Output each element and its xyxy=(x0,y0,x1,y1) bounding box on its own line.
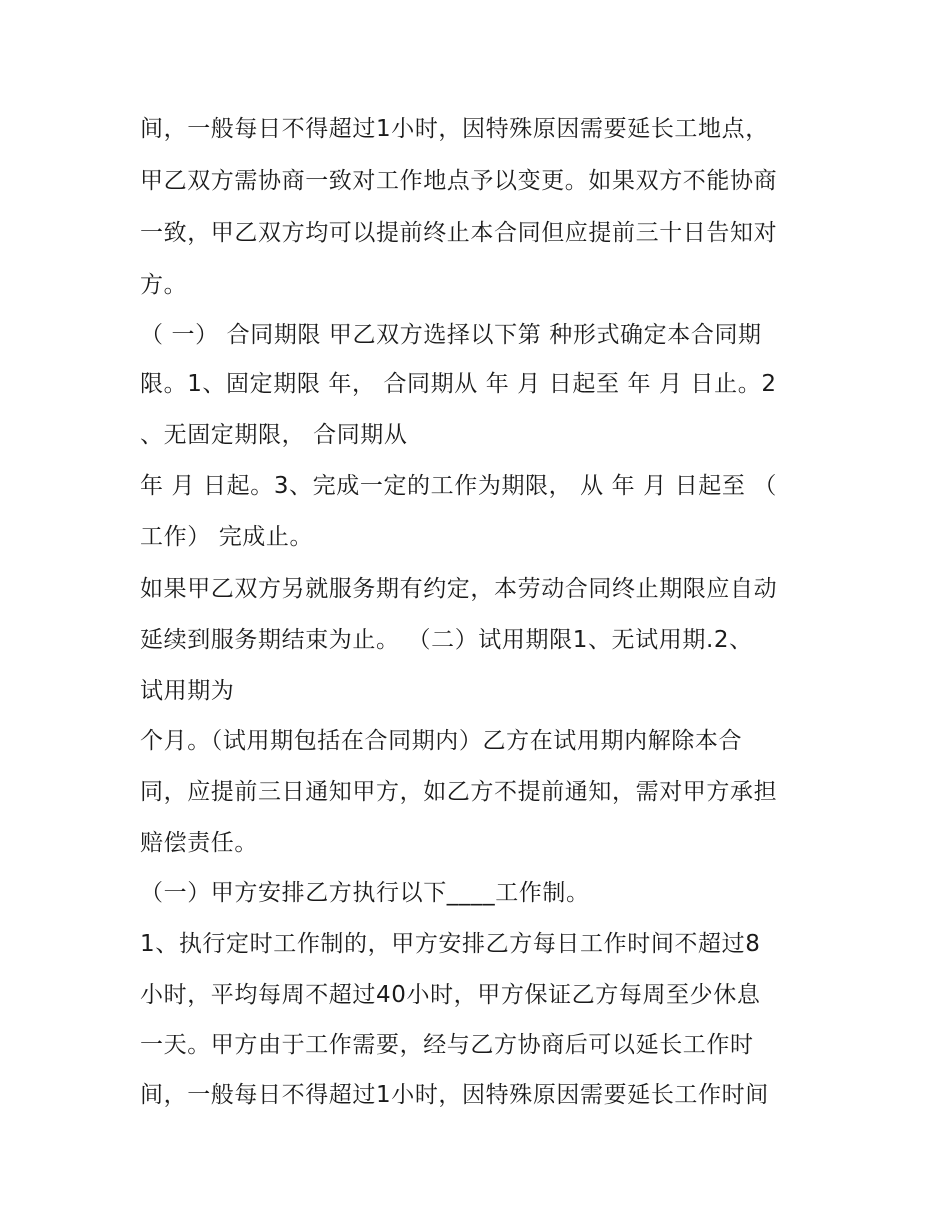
text-line: （ 一） 合同期限 甲乙双方选择以下第 种形式确定本合同期 xyxy=(140,322,762,348)
text-line: 、无固定期限， 合同期从 xyxy=(140,422,408,448)
text-line: 1、执行定时工作制的，甲方安排乙方每日工作时间不超过8 xyxy=(140,931,761,957)
text-line: 方。 xyxy=(140,272,188,298)
text-line: 试用期为 xyxy=(140,678,235,704)
text-line: 甲乙双方需协商一致对工作地点予以变更。如果双方不能协商 xyxy=(140,168,778,194)
text-line: 一致，甲乙双方均可以提前终止本合同但应提前三十日告知对 xyxy=(140,220,778,246)
text-line: 间，一般每日不得超过1小时，因特殊原因需要延长工地点， xyxy=(140,116,769,142)
text-line: 间，一般每日不得超过1小时，因特殊原因需要延长工作时间 xyxy=(140,1082,769,1108)
text-line: 限。1、固定期限 年， 合同期从 年 月 日起至 年 月 日止。2 xyxy=(140,371,777,397)
text-line: 年 月 日起。3、完成一定的工作为期限， 从 年 月 日起至 （ xyxy=(140,473,778,499)
text-line: 小时，平均每周不超过40小时，甲方保证乙方每周至少休息 xyxy=(140,982,761,1008)
text-line: 工作） 完成止。 xyxy=(140,524,314,550)
text-line: 延续到服务期结束为止。 （二）试用期限1、无试用期.2、 xyxy=(140,627,753,653)
text-line: 赔偿责任。 xyxy=(140,830,258,856)
text-line: （一）甲方安排乙方执行以下____工作制。 xyxy=(140,880,590,906)
text-line: 同，应提前三日通知甲方，如乙方不提前通知，需对甲方承担 xyxy=(140,779,778,805)
text-line: 如果甲乙双方另就服务期有约定，本劳动合同终止期限应自动 xyxy=(140,576,778,602)
text-line: 个月。（试用期包括在合同期内）乙方在试用期内解除本合 xyxy=(140,728,743,754)
text-line: 一天。甲方由于工作需要，经与乙方协商后可以延长工作时 xyxy=(140,1032,754,1058)
